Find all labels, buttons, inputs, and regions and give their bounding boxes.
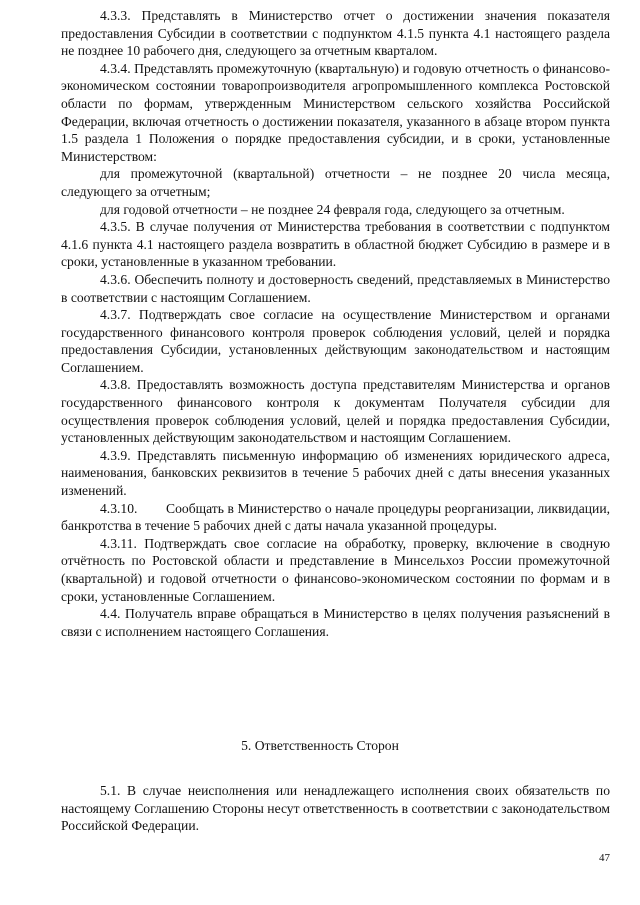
paragraph-4-3-4: 4.3.4. Представлять промежуточную (квартальную) и годовую отчетность о финансово-экономическом состоянии товаропроизводителя агропромышленного комплекса Ростовской области по формам, утвержденным Министерством сельского хозяйства Российской Федерации, включая отчетность о достижении показателя, указанного в абзаце втором пункта 1.5 раздела 1 Положения о порядке предоставления субсидии, и в сроки, установленные Министерством: xyxy=(61,60,610,164)
paragraph-annual-deadline: для годовой отчетности – не позднее 24 февраля года, следующего за отчетным. xyxy=(100,201,565,217)
paragraph-4-3-9: 4.3.9. Представлять письменную информацию об изменениях юридического адреса, наименования, банковских реквизитов в течение 5 рабочих дней с даты внесения указанных изменений. xyxy=(61,447,610,499)
paragraph-4-3-7: 4.3.7. Подтверждать свое согласие на осуществление Министерством и органами государственного финансового контроля проверок соблюдения условий, целей и порядка предоставления Субсидии, установленных действующим законодательством и настоящим Соглашением. xyxy=(61,307,610,375)
paragraph-4-3-3: 4.3.3. Представлять в Министерство отчет о достижении значения показателя предоставления Субсидии в соответствии с подпунктом 4.1.5 пункта 4.1 настоящего раздела не позднее 10 рабочего дня, следующего за отчетным кварталом. xyxy=(61,8,610,59)
paragraph-4-3-6: 4.3.6. Обеспечить полноту и достоверность сведений, представляемых в Министерство в соответствии с настоящим Соглашением. xyxy=(61,271,610,305)
paragraph-4-4: 4.4. Получатель вправе обращаться в Министерство в целях получения разъяснений в связи с исполнением настоящего Соглашения. xyxy=(61,606,610,639)
paragraph-4-3-11: 4.3.11. Подтверждать свое согласие на обработку, проверку, включение в сводную отчётность по Ростовской области и представление в Минсельхоз России промежуточной (квартальной) и годовой отчетности о финансово-экономическом состоянии по формам и в сроки, установленные Соглашением. xyxy=(61,535,610,604)
paragraph-4-3-8: 4.3.8. Предоставлять возможность доступа представителям Министерства и органов государственного финансового контроля к документам Получателя субсидии для осуществления проверок соблюдения условий, целей и порядка предоставления Субсидии, установленных действующим законодательством и настоящим Соглашением. xyxy=(61,377,610,446)
paragraph-quarterly-deadline: для промежуточной (квартальной) отчетности – не позднее 20 числа месяца, следующего за отчетным; xyxy=(61,166,610,199)
paragraph-4-3-5: 4.3.5. В случае получения от Министерства требования в соответствии с подпунктом 4.1.6 пункта 4.1 настоящего раздела возвратить в областной бюджет Субсидию в размере и в сроки, установленные в указанном требовании. xyxy=(61,219,610,270)
page-number: 47 xyxy=(599,852,610,864)
paragraph-5-1: 5.1. В случае неисполнения или ненадлежащего исполнения своих обязательств по настоящему Соглашению Стороны несут ответственность в соответствии с законодательством Российской Федерации. xyxy=(61,783,610,834)
section-heading: 5. Ответственность Сторон xyxy=(241,738,399,753)
section-5-body xyxy=(61,782,610,835)
document-body xyxy=(61,7,610,640)
paragraph-4-3-10: 4.3.10. Сообщать в Министерство о начале процедуры реорганизации, ликвидации, банкротства в течение 5 рабочих дней с даты начала указанной процедуры. xyxy=(61,500,610,534)
